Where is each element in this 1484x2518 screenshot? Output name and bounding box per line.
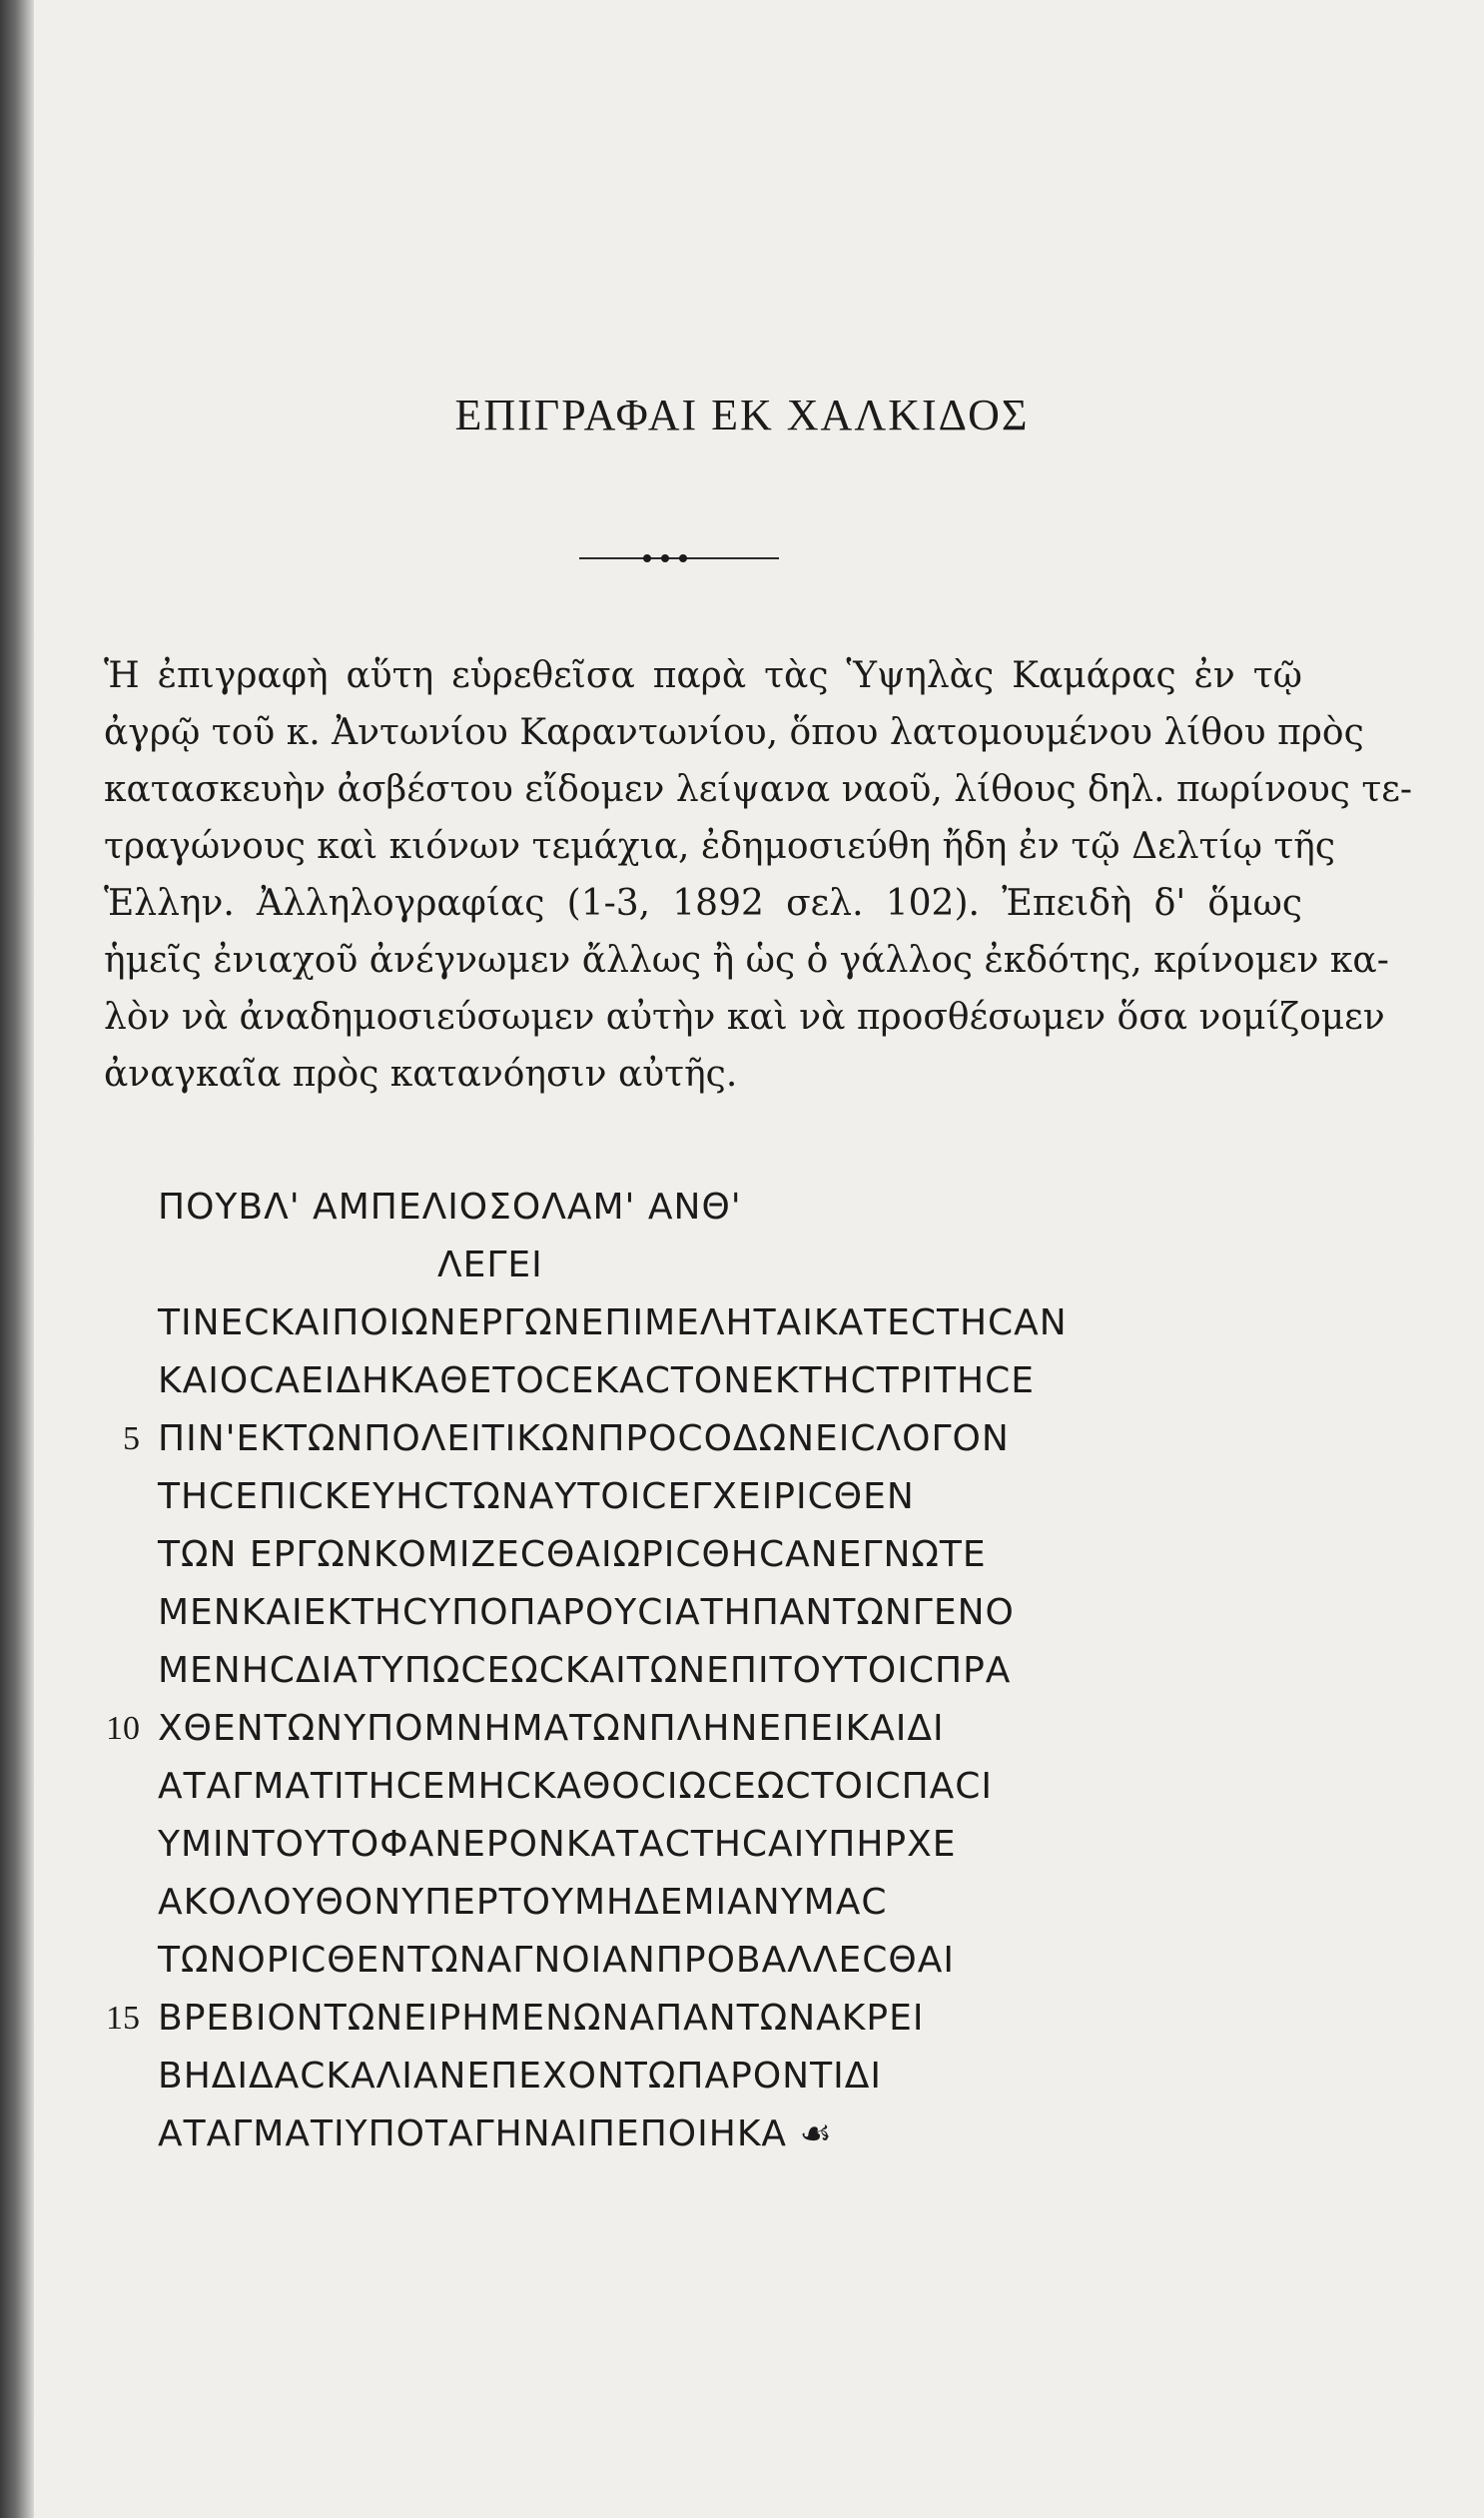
inscription-line xyxy=(80,1294,1308,1352)
inscription-line xyxy=(80,2048,1308,2105)
inscription-line-text: ΠΟΥΒΛ' ΑΜΠΕΛΙΟΣΟΛΑΜ' ΑΝΘ' xyxy=(158,1187,742,1228)
inscription-line xyxy=(80,1179,1308,1237)
paragraph-line: κατασκευὴν ἀσβέστου εἴδομεν λείψανα ναοῦ, λίθους δηλ. πωρίνους τε- xyxy=(104,769,1413,810)
inscription-line-text: ΤΙΝΕϹΚΑΙΠΟΙΩΝΕΡΓΩΝΕΠΙΜΕΛΗΤΑΙΚΑΤΕϹΤΗϹΑΝ xyxy=(158,1302,1068,1343)
inscription-line-text: ΤΩΝΟΡΙϹΘΕΝΤΩΝΑΓΝΟΙΑΝΠΡΟΒΑΛΛΕϹΘΑΙ xyxy=(158,1940,955,1981)
inscription-line-text: ΥΜΙΝΤΟΥΤΟΦΑΝΕΡΟΝΚΑΤΑϹΤΗϹΑΙΥΠΗΡΧΕ xyxy=(158,1824,957,1865)
paragraph-line: ἀγρῷ τοῦ κ. Ἀντωνίου Καραντωνίου, ὅπου λατομουμένου λίθου πρὸς xyxy=(104,712,1364,753)
inscription-line-text: ΠΙΝ'ΕΚΤΩΝΠΟΛΕΙΤΙΚΩΝΠΡΟϹΟΔΩΝΕΙϹΛΟΓΟΝ xyxy=(158,1418,1010,1459)
inscription-line-text: ΜΕΝΗϹΔΙΑΤΥΠΩϹΕΩϹΚΑΙΤΩΝΕΠΙΤΟΥΤΟΙϹΠΡΑ xyxy=(158,1650,1012,1691)
inscription-line xyxy=(80,1584,1308,1642)
paragraph-line: λὸν νὰ ἀναδημοσιεύσωμεν αὐτὴν καὶ νὰ προσθέσωμεν ὅσα νομίζομεν xyxy=(104,997,1385,1038)
inscription-line xyxy=(80,1816,1308,1874)
inscription-text xyxy=(80,1179,1308,2163)
inscription-line-text: ΑΚΟΛΟΥΘΟΝΥΠΕΡΤΟΥΜΗΔΕΜΙΑΝΥΜΑϹ xyxy=(158,1882,888,1923)
inscription-line xyxy=(80,1642,1308,1700)
ornament-divider xyxy=(579,554,779,562)
paragraph-line: τραγώνους καὶ κιόνων τεμάχια, ἐδημοσιεύθη ἤδη ἐν τῷ Δελτίῳ τῆς xyxy=(104,826,1336,867)
inscription-line-text: ΒΗΔΙΔΑϹΚΑΛΙΑΝΕΠΕΧΟΝΤΩΠΑΡΟΝΤΙΔΙ xyxy=(158,2056,882,2097)
inscription-line-text: ΒΡΕΒΙΟΝΤΩΝΕΙΡΗΜΕΝΩΝΑΠΑΝΤΩΝΑΚΡΕΙ xyxy=(158,1998,925,2039)
inscription-line xyxy=(80,1526,1308,1584)
paragraph-line: Ἡ ἐπιγραφὴ αὕτη εὑρεθεῖσα παρὰ τὰς Ὑψηλὰς Καμάρας ἐν τῷ xyxy=(104,655,1302,696)
inscription-line-text: ΛΕΓΕΙ xyxy=(437,1245,543,1285)
inscription-line xyxy=(80,1932,1308,1990)
ornament-dot xyxy=(679,554,687,562)
inscription-line-text: ΚΑΙΟϹΑΕΙΔΗΚΑΘΕΤΟϹΕΚΑϹΤΟΝΕΚΤΗϹΤΡΙΤΗϹΕ xyxy=(158,1360,1035,1401)
paragraph-line: ἡμεῖς ἐνιαχοῦ ἀνέγνωμεν ἄλλως ἢ ὡς ὁ γάλλος ἐκδότης, κρίνομεν κα- xyxy=(104,940,1389,981)
inscription-line xyxy=(80,1874,1308,1932)
ornament-dot xyxy=(643,554,651,562)
page-binding-edge xyxy=(0,0,34,2518)
inscription-line xyxy=(80,1758,1308,1816)
inscription-line-text: ΤΗϹΕΠΙϹΚΕΥΗϹΤΩΝΑΥΤΟΙϹΕΓΧΕΙΡΙϹΘΕΝ xyxy=(158,1476,915,1517)
line-number: 10 xyxy=(106,1710,140,1747)
inscription-line-text: ΧΘΕΝΤΩΝΥΠΟΜΝΗΜΑΤΩΝΠΛΗΝΕΠΕΙΚΑΙΔΙ xyxy=(158,1708,945,1749)
line-number: 5 xyxy=(123,1420,140,1457)
ornament-dot xyxy=(661,554,669,562)
inscription-line-text: ΑΤΑΓΜΑΤΙΤΗϹΕΜΗϹΚΑΘΟϹΙΩϹΕΩϹΤΟΙϹΠΑϹΙ xyxy=(158,1766,994,1807)
inscription-line xyxy=(80,1410,1308,1468)
paragraph-line: ἀναγκαῖα πρὸς κατανόησιν αὐτῆς. xyxy=(104,1054,738,1095)
inscription-line xyxy=(80,1352,1308,1410)
inscription-line xyxy=(80,1700,1308,1758)
paragraph-line: Ἑλλην. Ἀλληλογραφίας (1-3, 1892 σελ. 102). Ἐπειδὴ δ' ὅμως xyxy=(104,883,1302,924)
page-title: ΕΠΙΓΡΑΦΑΙ ΕΚ ΧΑΛΚΙΔΟΣ xyxy=(454,391,1030,439)
inscription-line xyxy=(80,1990,1308,2048)
inscription-line-text: ΑΤΑΓΜΑΤΙΥΠΟΤΑΓΗΝΑΙΠΕΠΟΙΗΚΑ ☙ xyxy=(158,2113,833,2154)
inscription-line xyxy=(80,2105,1308,2163)
intro-paragraph xyxy=(104,647,1413,1103)
line-number: 15 xyxy=(106,2000,140,2037)
inscription-line-text: ΤΩΝ ΕΡΓΩΝΚΟΜΙΖΕϹΘΑΙΩΡΙϹΘΗϹΑΝΕΓΝΩΤΕ xyxy=(158,1534,987,1575)
inscription-line-text: ΜΕΝΚΑΙΕΚΤΗϹΥΠΟΠΑΡΟΥϹΙΑΤΗΠΑΝΤΩΝΓΕΝΟ xyxy=(158,1592,1015,1633)
inscription-line xyxy=(80,1468,1308,1526)
inscription-line xyxy=(80,1237,1308,1294)
